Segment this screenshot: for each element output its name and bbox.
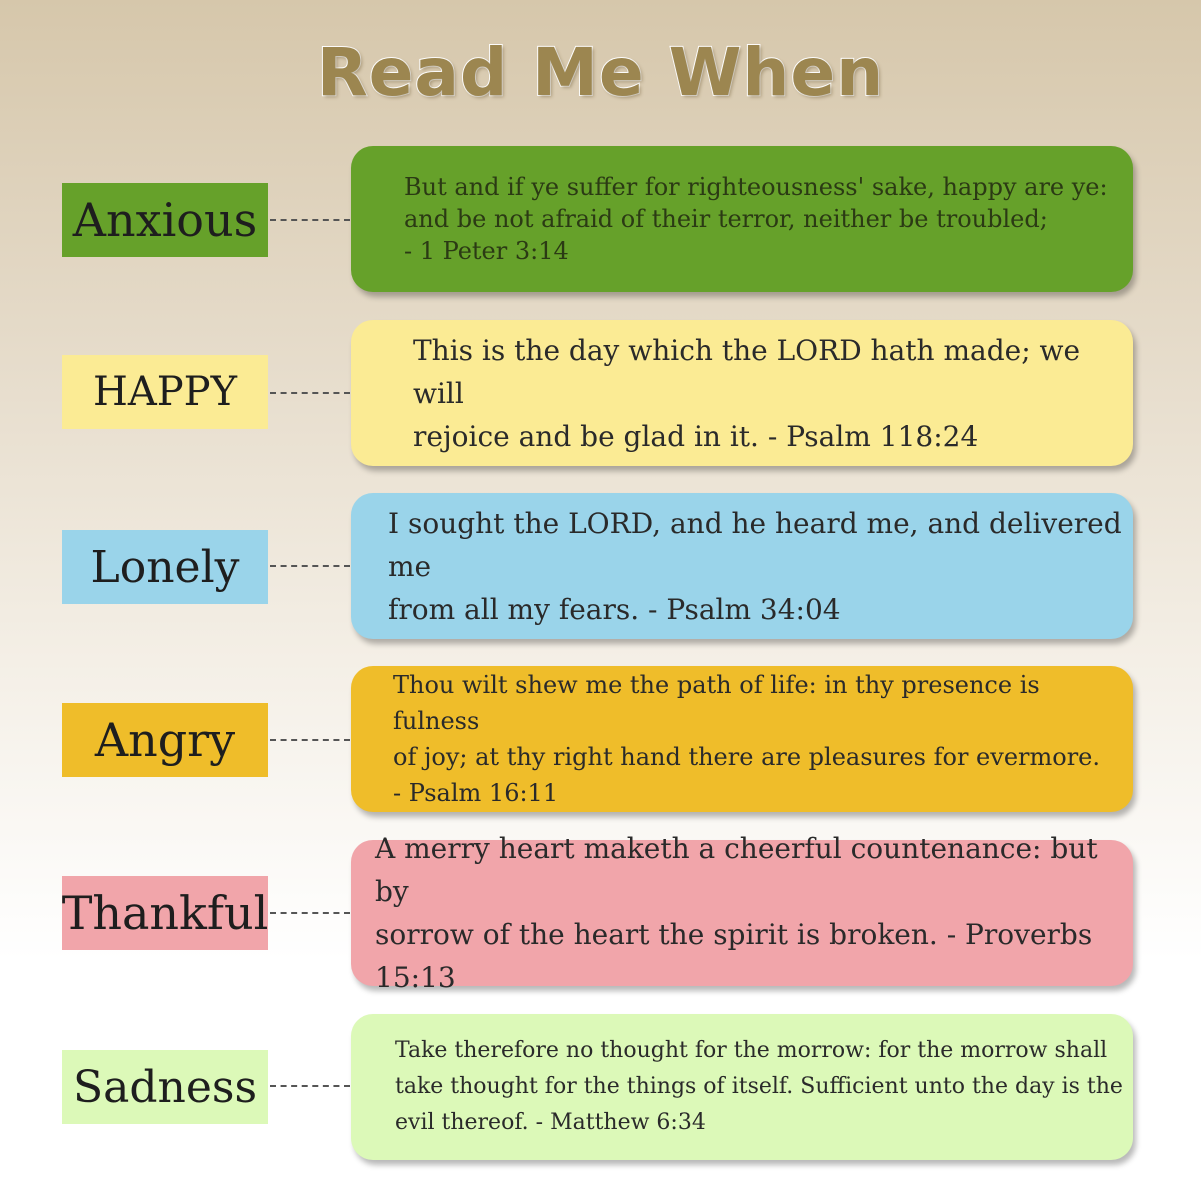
mood-label-angry: Angry	[62, 703, 268, 777]
verse-text: But and if ye suffer for righteousness' sake, happy are ye: and be not afraid of their terror, neither be troubled; - 1 Peter 3:14	[404, 173, 1108, 265]
mood-label-sadness: Sadness	[62, 1050, 268, 1124]
dashed-connector	[270, 739, 350, 741]
mood-row-anxious	[0, 146, 1201, 296]
verse-card-anxious	[351, 146, 1133, 292]
mood-row-sadness	[0, 1014, 1201, 1164]
verse-text: This is the day which the LORD hath made; we will rejoice and be glad in it. - Psalm 118:24	[413, 333, 1081, 453]
verse-card-angry	[351, 666, 1133, 812]
page-title: Read Me When	[316, 34, 885, 111]
dashed-connector	[270, 1085, 350, 1087]
mood-row-lonely	[0, 493, 1201, 643]
verse-text: A merry heart maketh a cheerful countenance: but by sorrow of the heart the spirit is broken. - Proverbs 15:13	[375, 832, 1098, 994]
verse-text: I sought the LORD, and he heard me, and delivered me from all my fears. - Psalm 34:04	[388, 506, 1122, 626]
verse-text: Thou wilt shew me the path of life: in thy presence is fulness of joy; at thy right hand there are pleasures for evermore. - Psalm 16:11	[393, 671, 1101, 807]
dashed-connector	[270, 912, 350, 914]
verse-text: Take therefore no thought for the morrow: for the morrow shall take thought for the things of itself. Sufficient unto the day is the evil thereof. - Matthew 6:34	[395, 1038, 1123, 1135]
mood-label-anxious: Anxious	[62, 183, 268, 257]
verse-card-lonely	[351, 493, 1133, 639]
mood-label-happy: HAPPY	[62, 355, 268, 429]
dashed-connector	[270, 219, 350, 221]
mood-row-thankful	[0, 832, 1201, 994]
mood-row-happy	[0, 320, 1201, 470]
verse-card-happy	[351, 320, 1133, 466]
mood-row-angry	[0, 666, 1201, 816]
mood-label-thankful: Thankful	[62, 876, 268, 950]
mood-label-lonely: Lonely	[62, 530, 268, 604]
dashed-connector	[270, 565, 350, 567]
verse-card-sadness	[351, 1014, 1133, 1160]
dashed-connector	[270, 392, 350, 394]
verse-card-thankful	[351, 832, 1133, 994]
